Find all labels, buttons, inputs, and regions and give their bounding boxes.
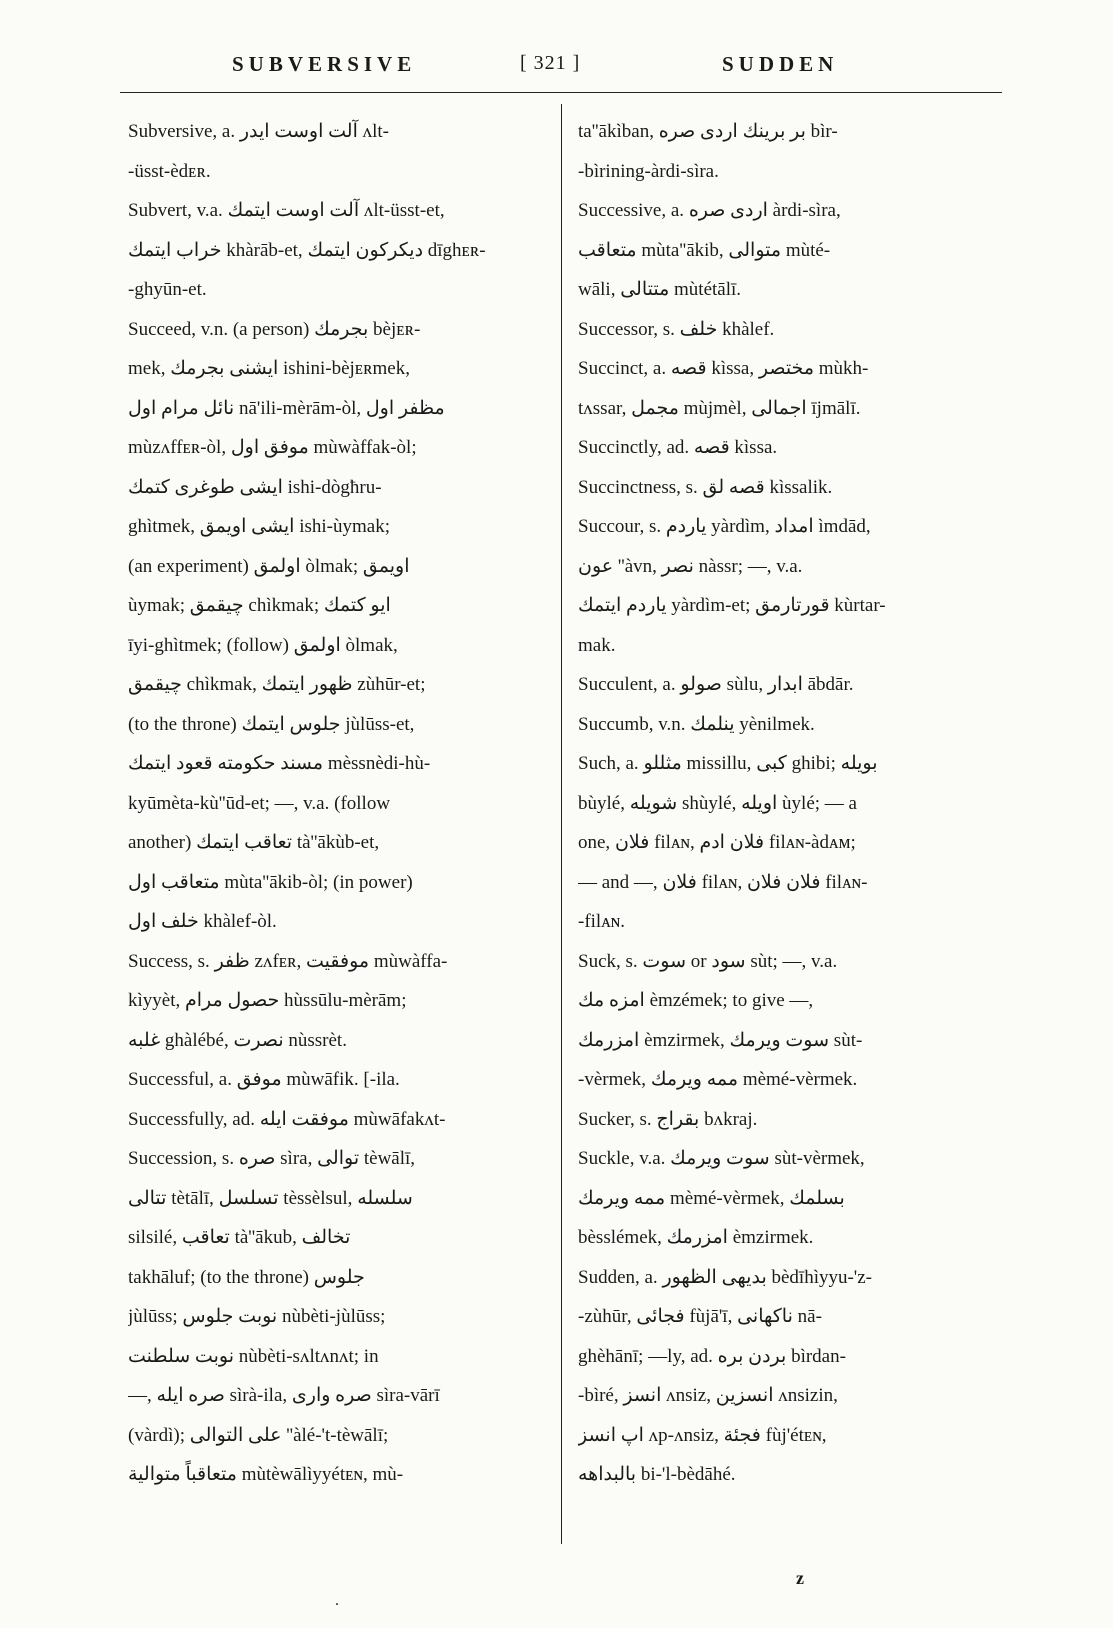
entry-line: Succumb, v.n. ینلمك yènilmek. xyxy=(578,713,815,735)
entry-line: kìyyèt, حصول مرام hùssūlu-mèrām; xyxy=(128,990,407,1011)
entry-line: mùzʌffᴇʀ-òl, موفق اول mùwàffak-òl; xyxy=(128,437,417,458)
signature-mark: z xyxy=(796,1568,804,1588)
entry-line: tʌssar, مجمل mùjmèl, اجمالی ījmālī. xyxy=(578,397,861,419)
entry-line: Successful, a. موفق mùwāfik. [-ila. xyxy=(128,1069,400,1090)
entry-line: امزرمك èmzirmek, سوت ویرمك sùt- xyxy=(578,1029,863,1051)
entry-line: takhāluf; (to the throne) جلوس xyxy=(128,1266,365,1288)
entry-line: Succession, s. صره sìra, توالی tèwālī, xyxy=(128,1148,416,1169)
entry-line: Subversive, a. آلت اوست ایدر ʌlt- xyxy=(128,121,389,142)
entry-line: īyi-ghìtmek; (follow) اولمق òlmak, xyxy=(128,634,398,656)
entry-line: Success, s. ظفر zʌfᴇʀ, موفقیت mùwàffa- xyxy=(128,950,448,972)
entry-line: Suck, s. سوت or سود sùt; —, v.a. xyxy=(578,950,838,972)
entry-line: another) تعاقب ایتمك tà''ākùb-et, xyxy=(128,832,380,853)
entry-line: غلبه ghàlébé, نصرت nùssrèt. xyxy=(128,1029,347,1051)
entry-line: (an experiment) اولمق òlmak; اویمق xyxy=(128,555,410,577)
entry-line: —, صره ایله sìrà-ila, صره واری sìra-vārī xyxy=(128,1385,440,1406)
entry-line: مسند حکومته قعود ایتمك mèssnèdi-hù- xyxy=(128,753,431,774)
entry-line: Succour, s. یاردم yàrdìm, امداد ìmdād, xyxy=(578,516,871,537)
entry-line: بالبداهه bi-'l-bèdāhé. xyxy=(578,1464,736,1485)
entry-line: bùylé, شویله shùylé, اویله ùylé; — a xyxy=(578,792,857,814)
entry-line: -vèrmek, ممه ویرمك mèmé-vèrmek. xyxy=(578,1069,858,1090)
left-column xyxy=(128,112,548,1495)
entry-line: ممه ویرمك mèmé-vèrmek, بسلمك xyxy=(578,1187,845,1209)
entry-line: متعاقب mùta''ākib, متوالی mùté- xyxy=(578,239,831,261)
entry-line: jùlūss; نوبت جلوس nùbèti-jùlūss; xyxy=(128,1306,386,1327)
entry-line: (vàrdì); علی التوالی ''àlé-'t-tèwālī; xyxy=(128,1424,389,1446)
entry-line: (to the throne) جلوس ایتمك jùlūss-et, xyxy=(128,713,415,735)
entry-line: ایشی طوغری کتمك ishi-dògħru- xyxy=(128,476,382,498)
entry-line: -zùhūr, فجائی fùjā'ī, ناکهانی nā- xyxy=(578,1306,822,1327)
entry-line: نائل مرام اول nā'ili-mèrām-òl, مظفر اول xyxy=(128,397,445,419)
entry-line: ùymak; چیقمق chìkmak; ایو کتمك xyxy=(128,595,391,616)
entry-line: mek, ایشنی بجرمك ishini-bèjᴇʀmek, xyxy=(128,358,410,379)
entry-line: Succinctly, ad. قصه kìssa. xyxy=(578,437,778,458)
entry-line: Succulent, a. صولو sùlu, ابدار ābdār. xyxy=(578,674,854,695)
entry-line: Subvert, v.a. آلت اوست ایتمك ʌlt-üsst-et, xyxy=(128,200,445,221)
entry-line: متعاقباً متوالیة mùtèwālìyyétᴇɴ, mù- xyxy=(128,1464,404,1485)
entry-line: متعاقب اول mùta''ākib-òl; (in power) xyxy=(128,871,413,893)
entry-line: -bìré, انسز ʌnsiz, انسزین ʌnsizin, xyxy=(578,1385,838,1406)
entry-line: اپ انسز ʌp-ʌnsiz, فجئة fùj'étᴇɴ, xyxy=(578,1424,827,1446)
entry-line: kyūmèta-kù''ūd-et; —, v.a. (follow xyxy=(128,792,391,814)
entry-line: mak. xyxy=(578,634,616,656)
entry-line: ghèhānī; —ly, ad. بردن بره bìrdan- xyxy=(578,1345,846,1367)
entry-line: Succinct, a. قصه kìssa, مختصر mùkh- xyxy=(578,358,869,379)
entry-line: عون ''àvn, نصر nàssr; —, v.a. xyxy=(578,555,803,577)
entry-line: نوبت سلطنت nùbèti-sʌltʌnʌt; in xyxy=(128,1345,379,1367)
entry-line: چیقمق chìkmak, ظهور ایتمك zùhūr-et; xyxy=(128,674,426,695)
entry-line: Succinctness, s. قصه لق kìssalik. xyxy=(578,476,833,498)
entry-line: Sucker, s. بقراج bʌkraj. xyxy=(578,1108,758,1130)
entry-line: -üsst-èdᴇʀ. xyxy=(128,160,211,182)
entry-line: Suckle, v.a. سوت ویرمك sùt-vèrmek, xyxy=(578,1148,865,1169)
entry-line: -bìrining-àrdi-sìra. xyxy=(578,160,719,182)
entry-line: Successor, s. خلف khàlef. xyxy=(578,318,775,340)
stray-mark: . xyxy=(335,1592,339,1609)
entry-line: ta''ākìban, بر برینك اردی صره bìr- xyxy=(578,121,838,142)
entry-line: Such, a. مثللو missillu, کبی ghibi; بویله xyxy=(578,753,878,774)
right-column xyxy=(578,112,998,1495)
column-divider xyxy=(561,104,562,1544)
entry-line: -filᴀɴ. xyxy=(578,911,625,932)
entry-line: silsilé, تعاقب tà''ākub, تخالف xyxy=(128,1227,351,1248)
entry-line: Succeed, v.n. (a person) بجرمك bèjᴇʀ- xyxy=(128,318,421,340)
header-rule xyxy=(120,92,1002,93)
entry-line: bèsslémek, امزرمك èmzirmek. xyxy=(578,1227,814,1248)
entry-line: Successfully, ad. موفقت ایله mùwāfakʌt- xyxy=(128,1108,446,1130)
entry-line: wāli, متتالی mùtétālī. xyxy=(578,279,742,300)
running-header xyxy=(0,52,1113,86)
entry-line: Successive, a. اردی صره àrdi-sìra, xyxy=(578,200,841,221)
entry-line: تتالی tètālī, تسلسل tèssèlsul, سلسله xyxy=(128,1187,413,1209)
entry-line: -ghyūn-et. xyxy=(128,279,207,300)
page-number: [ 321 ] xyxy=(520,52,581,74)
entry-line: one, فلان filᴀɴ, فلان ادم filᴀɴ-àdᴀᴍ; xyxy=(578,832,856,853)
entry-line: امزه مك èmzémek; to give —, xyxy=(578,990,814,1011)
entry-line: خراب ایتمك khàrāb-et, دیکرکون ایتمك dīghᴇʀ- xyxy=(128,239,486,261)
header-right-word: SUDDEN xyxy=(722,52,839,76)
entry-line: یاردم ایتمك yàrdìm-et; قورتارمق kùrtar- xyxy=(578,595,886,616)
entry-line: ghìtmek, ایشی اویمق ishi-ùymak; xyxy=(128,516,390,537)
entry-line: خلف اول khàlef-òl. xyxy=(128,911,277,932)
entry-line: — and —, فلان filᴀɴ, فلان فلان filᴀɴ- xyxy=(578,871,868,893)
entry-line: Sudden, a. بدیهی الظهور bèdīhìyyu-'z- xyxy=(578,1266,872,1288)
header-left-word: SUBVERSIVE xyxy=(232,52,417,76)
